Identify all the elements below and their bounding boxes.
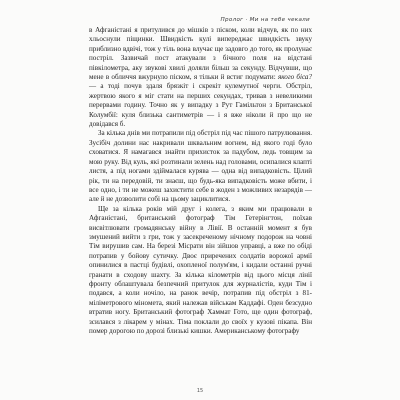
paragraph-text: в Афганістані я притулився до мішків з піском, коли відчув, як по них хльоснули піщинки. Швидкість кулі випереджає швидкість звуку приблизно вдвічі, тож у тіль вона влучає ще задовго до того, як пролунає постріл. Зазвичай пост атакували з бічного поля на відстані півкілометра, аку звукові хвилі доляли більш за секунду. Відчувши, що мене в обличчя вжурнуло піском, я тільки й встиг подумати: [89, 26, 312, 82]
running-head-separator: · [245, 17, 248, 23]
running-head [221, 17, 311, 23]
paragraph-text: За кілька днів ми потрапили під обстріл під час пішого патрулювання. Зусібіч долини нас накривали шквальним вогнем, від якого годі було сховатися. Я намагався знайти прихисток за падубом, ледь товщим за мою руку. Від куль, які розтинали зелень над головами, осипалися клапті листя, а під ногами здіймалася курява — одна від випадковість. Цілий рік, ти на передовій, ти знаєш, що будь-яка випадковість може вбити, і все одно, і ти не можеш захистити себе в жоден з можливих незарядів — але й не дозволити собі на цьому зациклитися. [89, 129, 312, 204]
running-head-part: Пролог [220, 17, 244, 23]
page-number: 15 [196, 388, 204, 394]
paragraph-text: — а тоді почув здаля брязкіт і скрекіт кулемутної черги. Обстріл, жертвою якого я міг стати на перших секундах, тривав з невеликими перервами годину. Точно як у випадку з Рут Гамільтон з Британської Колумбії: куля близька сантиметрів — і я вже ніколи й про що не довідався б. [89, 82, 312, 129]
paragraph-text: Ще за кілька років мій друг і колега, з яким ми працювали в Афганістані, британський фотограф Тім Гетерінгтон, поїхав висвітлювати громадянську війну в Лівії. В останній момент я був змушений вийти з гри, тож у засекреченому нічному подорож на човні Тім вирушив сам. На березі Місрати він зійшов управці, а вже по обіді потрапив у бойову сутичку. Двоє приречених солдатів ворожої армії опинилися в пастці будівлі, охопленої полум'ям, і кидали останні ручні гранати в сходову шахту. За кілька кілометрів від цього місця лінії фронту облаштувала безпечний притулок для журналістів, куди Тім і подався, а коли ночіло, на ранок вечір, потрапив під обстріл з 81-міліметрового міномета, який належав військам Каддафі. Оден безсудно втратив ногу. Британський фотограф Хаммат Гото, ще один фотограф, зсилався з лікарем у мінах. Тіма поклали до своїх у кузові пікапа. Він помер дорогою по дорозі близькі кишки. Американському фотографу [89, 204, 312, 335]
emphasis-text: якого біса? [277, 73, 313, 82]
body-text [89, 26, 312, 336]
body-paragraph [89, 26, 312, 129]
running-head-title: Ми на тебе чекали [249, 17, 310, 23]
body-paragraph [89, 205, 312, 337]
body-paragraph [89, 129, 312, 204]
